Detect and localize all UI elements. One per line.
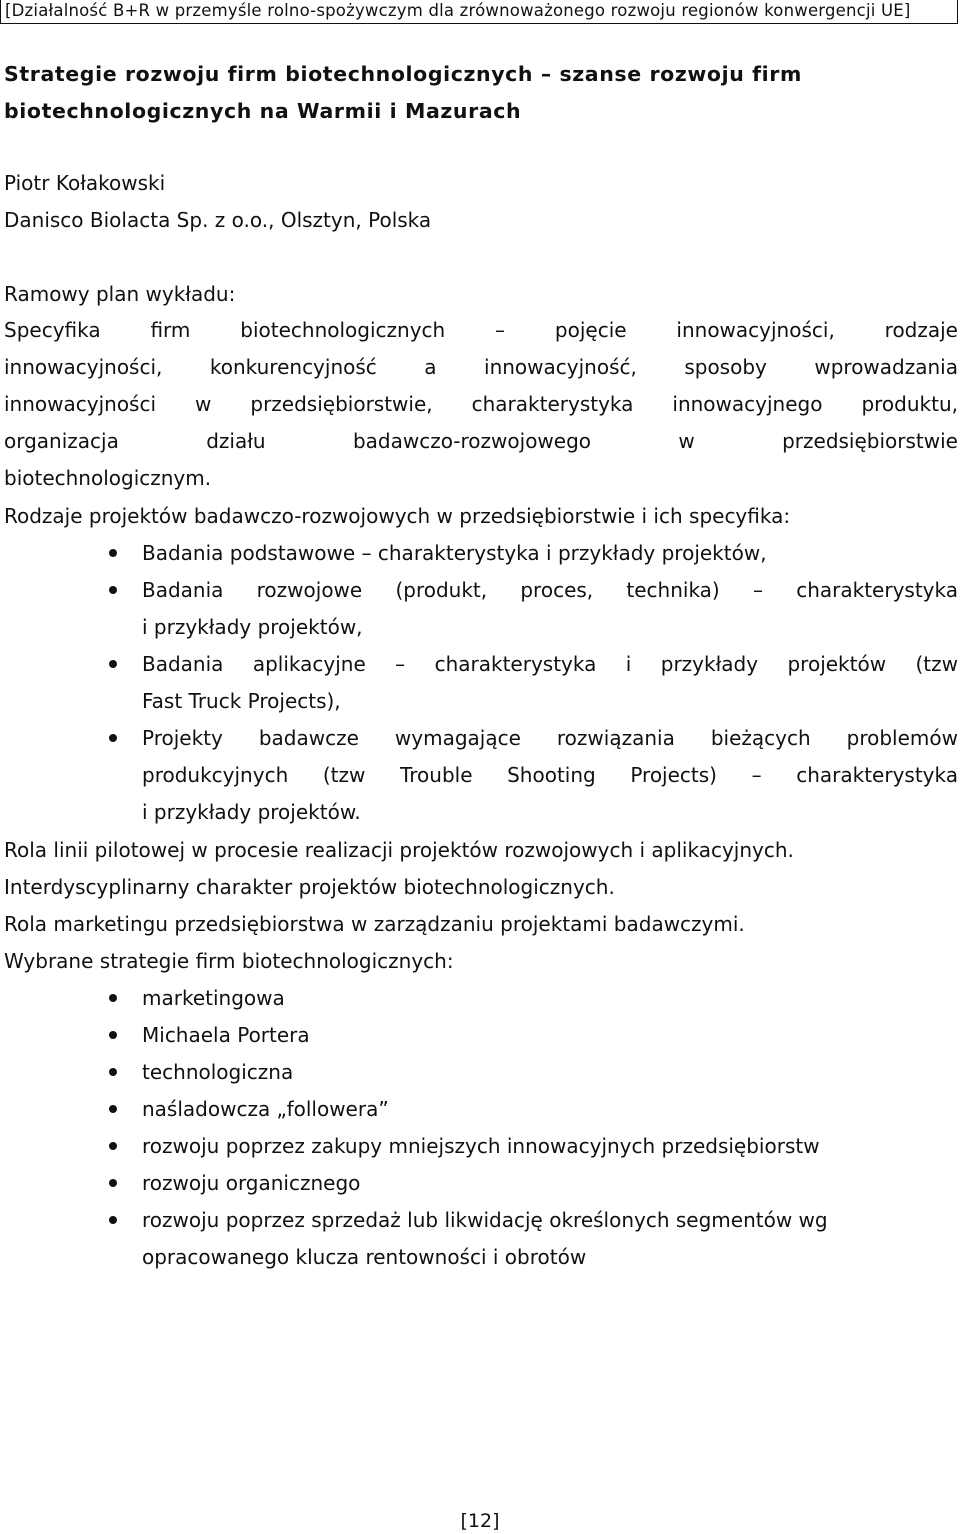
- list-item-text: rozwoju poprzez sprzedaż lub likwidację określonych segmentów wg: [142, 1208, 828, 1232]
- page-number: [12]: [460, 1510, 500, 1532]
- bullet-icon: [109, 1216, 117, 1224]
- bullet-icon: [109, 1142, 117, 1150]
- plan-line: organizacja działu badawczo-rozwojowego w przedsiębiorstwie: [4, 429, 958, 453]
- list-item: [0, 980, 960, 1017]
- list-item-text: produkcyjnych (tzw Trouble Shooting Projects) – charakterystyka: [142, 763, 958, 787]
- plan-line: biotechnologicznym.: [4, 466, 212, 490]
- list-item-text: Badania aplikacyjne – charakterystyka i przykłady projektów (tzw: [142, 652, 958, 676]
- strategies-heading: Wybrane strategie firm biotechnologicznych:: [4, 949, 454, 973]
- list-item: [0, 646, 960, 720]
- project-types-heading: Rodzaje projektów badawczo-rozwojowych w przedsiębiorstwie i ich specyfika:: [4, 504, 791, 528]
- list-item-text: i przykłady projektów,: [142, 615, 363, 639]
- list-item-text: naśladowcza „followera”: [142, 1097, 389, 1121]
- bullet-icon: [109, 586, 117, 594]
- bullet-icon: [109, 1068, 117, 1076]
- plan-line: innowacyjności w przedsiębiorstwie, charakterystyka innowacyjnego produktu,: [4, 392, 958, 416]
- strategies-list: [0, 980, 960, 1276]
- list-item: [0, 720, 960, 831]
- bullet-icon: [109, 734, 117, 742]
- plan-paragraph: [4, 312, 958, 497]
- bullet-icon: [109, 1179, 117, 1187]
- list-item: [0, 1202, 960, 1276]
- bullet-icon: [109, 994, 117, 1002]
- document-title: [4, 56, 954, 130]
- plan-heading: Ramowy plan wykładu:: [4, 282, 236, 306]
- list-item-text: opracowanego klucza rentowności i obrotów: [142, 1245, 587, 1269]
- paragraph-pilot-line: Rola linii pilotowej w procesie realizacji projektów rozwojowych i aplikacyjnych.: [4, 838, 794, 862]
- list-item: [0, 1017, 960, 1054]
- list-item-text: Badania podstawowe – charakterystyka i przykłady projektów,: [142, 541, 767, 565]
- bullet-icon: [109, 660, 117, 668]
- list-item: [0, 1128, 960, 1165]
- project-types-list: [0, 535, 960, 831]
- paragraph-interdisciplinary: Interdyscyplinarny charakter projektów biotechnologicznych.: [4, 875, 615, 899]
- list-item-text: Projekty badawcze wymagające rozwiązania bieżących problemów: [142, 726, 958, 750]
- list-item-text: rozwoju poprzez zakupy mniejszych innowacyjnych przedsiębiorstw: [142, 1134, 820, 1158]
- list-item-text: Michaela Portera: [142, 1023, 310, 1047]
- list-item-text: Badania rozwojowe (produkt, proces, technika) – charakterystyka: [142, 578, 958, 602]
- author-name: Piotr Kołakowski: [4, 171, 166, 195]
- title-line: biotechnologicznych na Warmii i Mazurach: [4, 99, 522, 123]
- list-item: [0, 535, 960, 572]
- list-item: [0, 572, 960, 646]
- bullet-icon: [109, 1105, 117, 1113]
- list-item-text: technologiczna: [142, 1060, 294, 1084]
- paragraph-marketing: Rola marketingu przedsiębiorstwa w zarządzaniu projektami badawczymi.: [4, 912, 745, 936]
- list-item-text: marketingowa: [142, 986, 285, 1010]
- list-item-text: i przykłady projektów.: [142, 800, 361, 824]
- plan-line: innowacyjności, konkurencyjność a innowacyjność, sposoby wprowadzania: [4, 355, 958, 379]
- running-header: [Działalność B+R w przemyśle rolno-spożywczym dla zrównoważonego rozwoju regionów konwergencji UE]: [0, 0, 958, 24]
- list-item: [0, 1165, 960, 1202]
- list-item-text: Fast Truck Projects),: [142, 689, 341, 713]
- author-affiliation: Danisco Biolacta Sp. z o.o., Olsztyn, Polska: [4, 208, 432, 232]
- bullet-icon: [109, 1031, 117, 1039]
- list-item: [0, 1091, 960, 1128]
- bullet-icon: [109, 549, 117, 557]
- list-item: [0, 1054, 960, 1091]
- title-line: Strategie rozwoju firm biotechnologicznych – szanse rozwoju firm: [4, 62, 802, 86]
- list-item-text: rozwoju organicznego: [142, 1171, 361, 1195]
- plan-line: Specyfika firm biotechnologicznych – pojęcie innowacyjności, rodzaje: [4, 318, 958, 342]
